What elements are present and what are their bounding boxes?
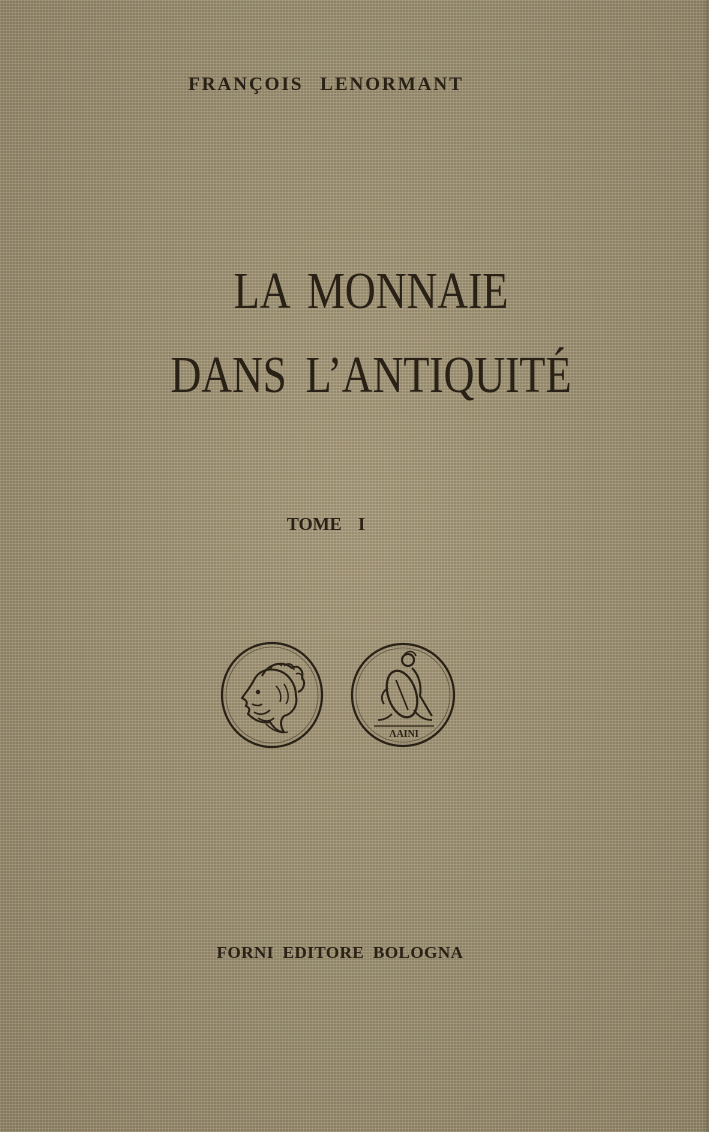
author-name: FRANÇOIS LENORMANT: [188, 74, 464, 95]
title-line-1: LA MONNAIE: [233, 263, 509, 320]
title-line-2: DANS L’ANTIQUITÉ: [170, 347, 572, 404]
cover-edge-shade: [703, 0, 709, 1132]
coin-illustration: [218, 640, 458, 750]
coin-head-icon: [218, 640, 328, 755]
publisher-name: FORNI EDITORE BOLOGNA: [216, 943, 464, 962]
coin-warrior-icon: [348, 640, 458, 755]
coin-inscription: ΛΑΙΝΙ: [389, 729, 419, 740]
volume-label: TOME I: [286, 514, 366, 534]
